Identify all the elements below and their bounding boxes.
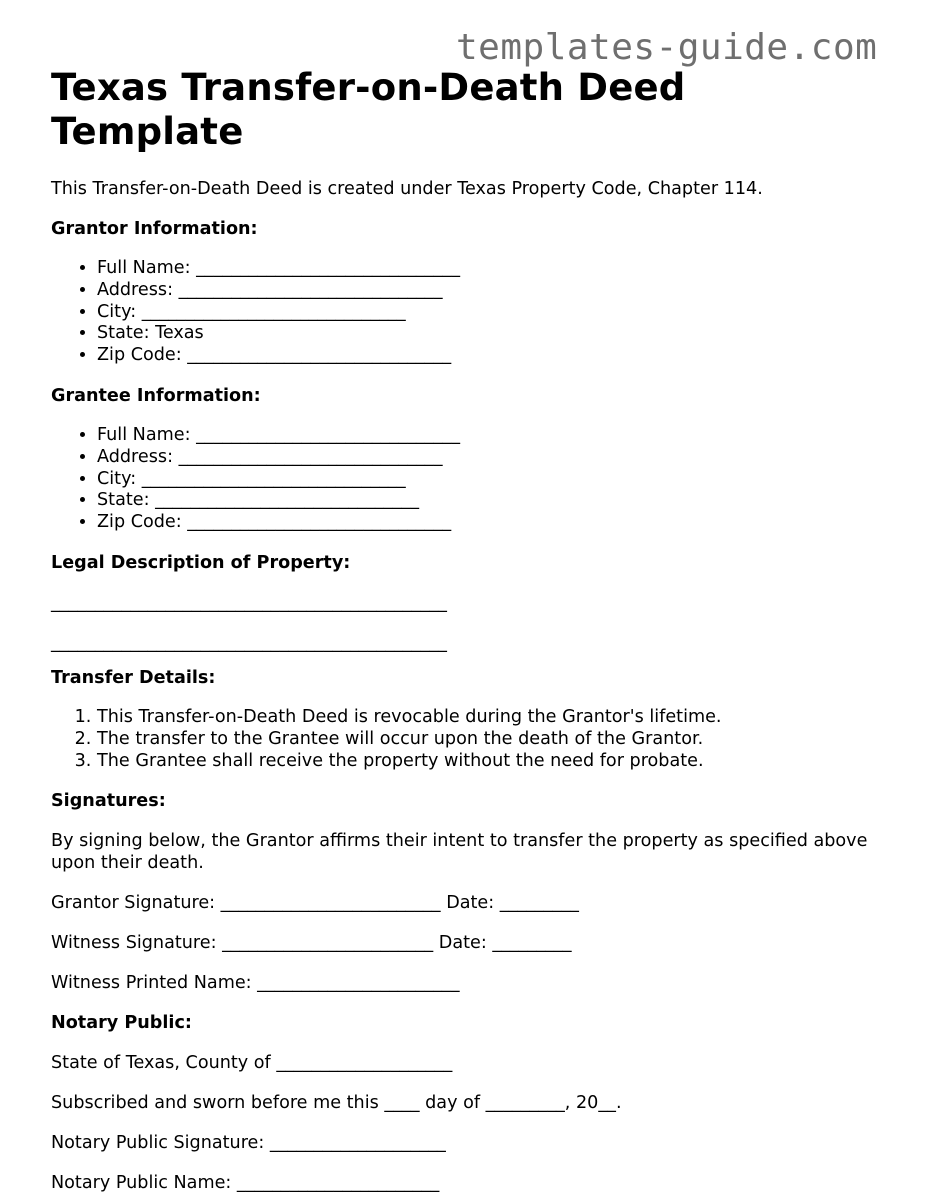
intro-text: This Transfer-on-Death Deed is created under Texas Property Code, Chapter 114.: [51, 179, 763, 199]
notary-name-line: Notary Public Name: _______________________: [51, 1173, 440, 1194]
signatures-heading: Signatures:: [51, 791, 166, 812]
notary-signature-line: Notary Public Signature: ____________________: [51, 1133, 446, 1154]
grantee-address: • Address: ______________________________: [97, 447, 891, 469]
grantee-full-name: • Full Name: ______________________________: [97, 425, 891, 447]
legal-description-line-2: _____________________________________________: [51, 632, 447, 653]
grantee-zip: • Zip Code: ______________________________: [97, 512, 891, 534]
grantor-full-name: • Full Name: ______________________________: [97, 258, 891, 280]
grantor-state: • State: Texas: [97, 323, 891, 345]
notary-county-line: State of Texas, County of ____________________: [51, 1053, 453, 1074]
signatures-statement: By signing below, the Grantor affirms their intent to transfer the property as specified above upon their death.: [51, 831, 868, 874]
legal-description-heading: Legal Description of Property:: [51, 552, 351, 573]
grantor-signature-line: Grantor Signature: _________________________ Date: _________: [51, 893, 579, 914]
watermark: templates-guide.com: [456, 27, 878, 68]
notary-sworn-line: Subscribed and sworn before me this ____ day of _________, 20__.: [51, 1093, 622, 1114]
legal-description-line-1: _____________________________________________: [51, 592, 447, 613]
grantor-city: • City: ______________________________: [97, 302, 891, 324]
witness-printed-name-line: Witness Printed Name: _______________________: [51, 973, 460, 994]
transfer-detail-2: 2. The transfer to the Grantee will occur upon the death of the Grantor.: [97, 729, 891, 751]
grantee-state: • State: ______________________________: [97, 490, 891, 512]
document: [51, 66, 891, 1194]
notary-heading: Notary Public:: [51, 1013, 192, 1034]
grantor-heading: Grantor Information:: [51, 219, 258, 239]
grantor-list: [51, 258, 891, 367]
grantor-address: • Address: ______________________________: [97, 280, 891, 302]
page-title: Texas Transfer-on-Death Deed Template: [51, 66, 686, 153]
transfer-details-heading: Transfer Details:: [51, 667, 216, 688]
witness-signature-line: Witness Signature: ________________________ Date: _________: [51, 933, 572, 954]
transfer-details-list: [51, 707, 891, 772]
grantee-list: [51, 425, 891, 534]
grantor-zip: • Zip Code: ______________________________: [97, 345, 891, 367]
grantee-heading: Grantee Information:: [51, 385, 261, 406]
transfer-detail-3: 3. The Grantee shall receive the property without the need for probate.: [97, 751, 891, 773]
transfer-detail-1: 1. This Transfer-on-Death Deed is revocable during the Grantor's lifetime.: [97, 707, 891, 729]
grantee-city: • City: ______________________________: [97, 469, 891, 491]
